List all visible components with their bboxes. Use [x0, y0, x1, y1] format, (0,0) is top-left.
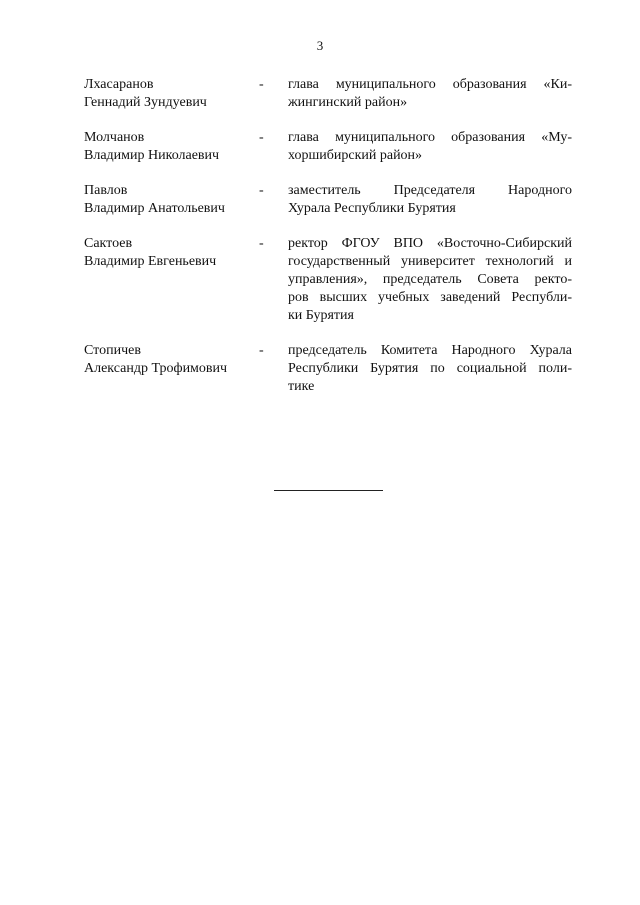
- list-item: [84, 129, 572, 165]
- position-line: ров высших учебных заведений Республи-: [288, 290, 572, 305]
- separator-dash: -: [259, 236, 264, 251]
- person-position: [288, 76, 572, 112]
- separator-dash: -: [259, 183, 264, 198]
- person-name: [84, 182, 256, 218]
- person-given-names: Владимир Анатольевич: [84, 201, 225, 216]
- person-given-names: Александр Трофимович: [84, 361, 228, 376]
- position-line: председатель Комитета Народного Хурала: [288, 343, 572, 358]
- position-line: глава муниципального образования «Ки-: [288, 77, 572, 92]
- person-surname: Молчанов: [84, 130, 145, 145]
- separator-dash: -: [259, 77, 264, 92]
- position-line: глава муниципального образования «Му-: [288, 130, 572, 145]
- person-surname: Сактоев: [84, 236, 133, 251]
- person-position: [288, 182, 572, 218]
- person-name: [84, 235, 256, 271]
- list-item: [84, 182, 572, 218]
- person-position: [288, 342, 572, 396]
- position-line: жингинский район»: [288, 95, 408, 110]
- member-list: [84, 76, 572, 396]
- person-given-names: Геннадий Зундуевич: [84, 95, 207, 110]
- closing-rule: [274, 490, 383, 491]
- person-position: [288, 129, 572, 165]
- person-surname: Павлов: [84, 183, 128, 198]
- person-name: [84, 129, 256, 165]
- position-line: ректор ФГОУ ВПО «Восточно-Сибирский: [288, 236, 572, 251]
- person-surname: Стопичев: [84, 343, 141, 358]
- position-line: государственный университет технологий и: [288, 254, 572, 269]
- position-line: ки Бурятия: [288, 308, 354, 323]
- position-line: Хурала Республики Бурятия: [288, 201, 456, 216]
- position-line: Республики Бурятия по социальной поли-: [288, 361, 572, 376]
- person-position: [288, 235, 572, 325]
- person-name: [84, 342, 256, 378]
- person-given-names: Владимир Евгеньевич: [84, 254, 217, 269]
- list-item: [84, 342, 572, 396]
- position-line: тике: [288, 379, 315, 394]
- separator-dash: -: [259, 343, 264, 358]
- page-number: 3: [316, 38, 324, 53]
- position-line: заместитель Председателя Народного: [288, 183, 572, 198]
- position-line: хоршибирский район»: [288, 148, 423, 163]
- position-line: управления», председатель Совета ректо-: [288, 272, 572, 287]
- list-item: [84, 235, 572, 325]
- separator-dash: -: [259, 130, 264, 145]
- list-item: [84, 76, 572, 112]
- person-surname: Лхасаранов: [84, 77, 154, 92]
- person-name: [84, 76, 256, 112]
- person-given-names: Владимир Николаевич: [84, 148, 220, 163]
